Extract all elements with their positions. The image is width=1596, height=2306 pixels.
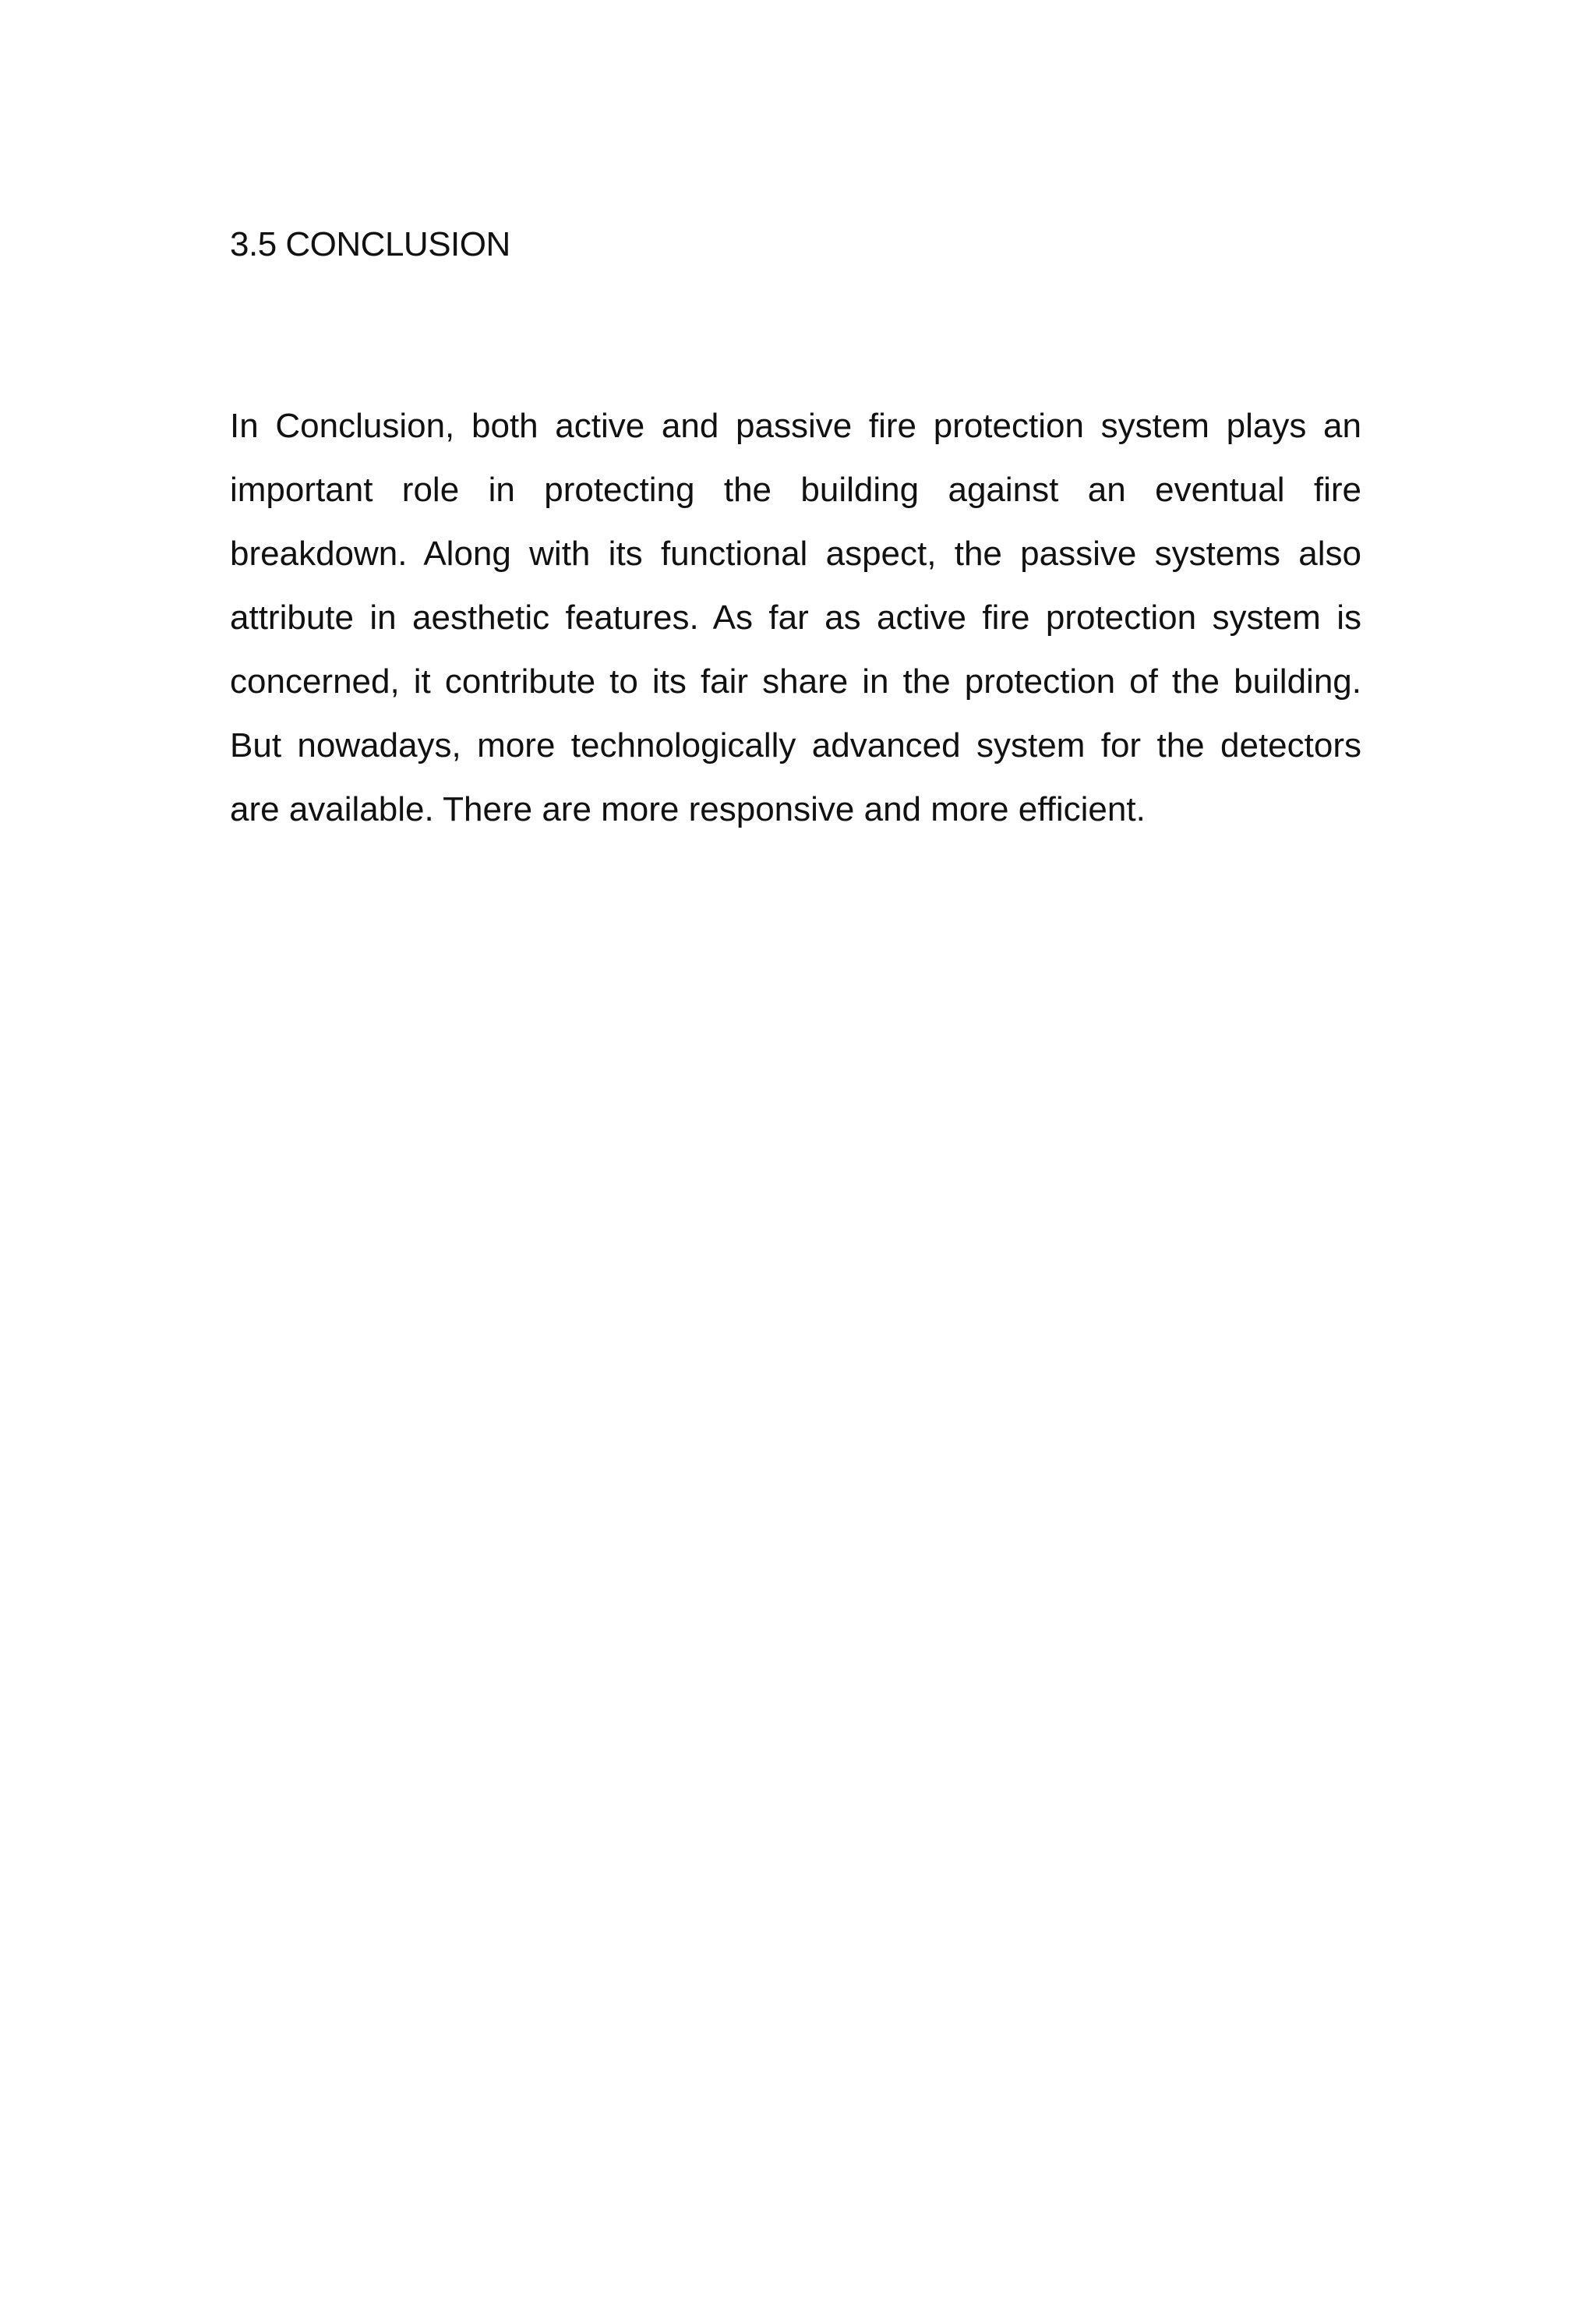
conclusion-paragraph: In Conclusion, both active and passive fire protection system plays an important role in protecting the building against an eventual fire breakdown. Along with its functional aspect, the passive systems also attribute in aesthetic features. As far as active fire protection system is concerned, it contribute to its fair share in the protection of the building. But nowadays, more technologically advanced system for the detectors are available. There are more responsive and more efficient. [230, 407, 1361, 828]
section-heading: 3.5 CONCLUSION [230, 225, 510, 263]
